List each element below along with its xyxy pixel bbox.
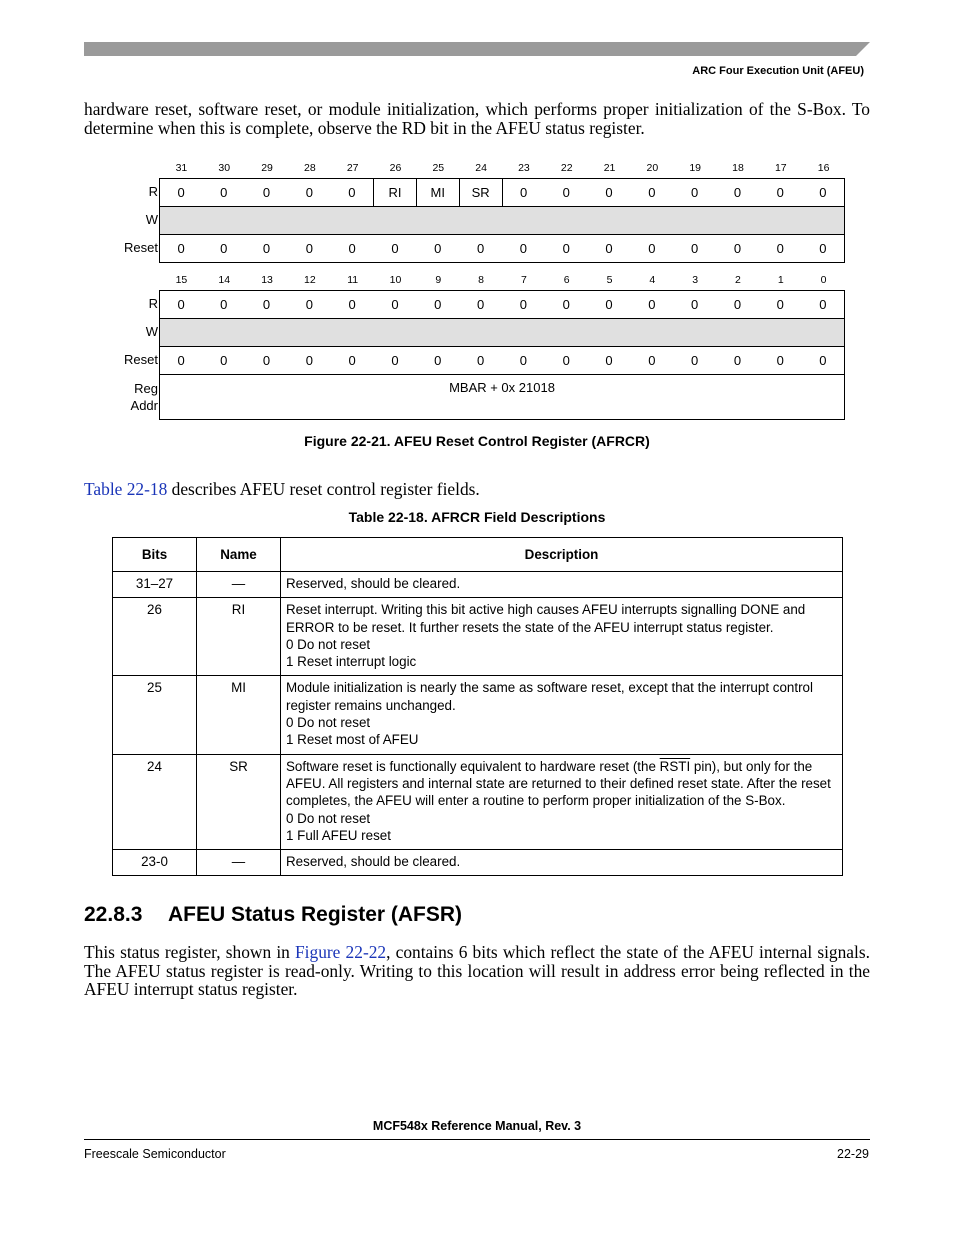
bit-number: 29 [261,162,273,174]
row-label-r: R [148,296,158,311]
register-bit-cell: 0 [374,235,417,263]
register-bit-cell: 0 [588,179,631,207]
register-bit-cell: 0 [630,179,673,207]
register-bit-cell: 0 [630,347,673,375]
table-header-row [113,538,843,572]
register-bit-cell: 0 [459,235,502,263]
register-bit-cell: 0 [331,179,374,207]
row-label-addr: Addr [130,398,158,413]
register-bit-cell: 0 [716,347,759,375]
register-bit-cell: 0 [588,291,631,319]
register-bit-cell: SR [459,179,502,207]
bit-number: 22 [560,162,573,174]
bit-number: 9 [435,274,442,286]
field-name: MI [197,676,281,754]
bit-number: 1 [777,274,784,286]
table-row [113,850,843,876]
bit-numbers-upper [160,162,845,176]
register-upper [159,178,845,263]
register-bit-cell: 0 [245,347,288,375]
field-bits: 31–27 [113,572,197,598]
register-address: MBAR + 0x 21018 [159,375,845,420]
bit-number: 25 [432,162,445,174]
row-label-w: W [145,212,158,227]
header-bits: Bits [113,538,197,572]
bit-number: 27 [346,162,359,174]
field-name: SR [197,754,281,849]
register-bit-cell: 0 [202,235,245,263]
field-name: RI [197,598,281,676]
section-paragraph [84,943,870,999]
register-bit-cell: 0 [759,235,802,263]
description-line: 1 Reset interrupt logic [286,654,417,670]
register-bit-cell: 0 [588,235,631,263]
register-bit-cell: 0 [245,235,288,263]
intro-paragraph: hardware reset, software reset, or module initialization, which performs proper initialization of the S-Box. To determine when this is complete, observe the RD bit in the AFEU status register. [84,99,870,138]
register-bit-cell: 0 [160,235,203,263]
register-bit-cell: 0 [245,179,288,207]
register-bit-cell: 0 [288,347,331,375]
register-bit-cell: 0 [630,291,673,319]
register-bit-cell: 0 [374,291,417,319]
register-bit-cell: 0 [630,235,673,263]
bit-number: 16 [817,162,830,174]
description-text: Software reset is functionally equivalent to hardware reset (the [286,758,660,774]
register-bit-cell: 0 [802,291,845,319]
register-bit-cell: 0 [416,235,459,263]
table-row [113,598,843,676]
register-bit-cell: 0 [802,235,845,263]
row-label-r: R [148,184,158,199]
row-label-reg: Reg [134,381,158,396]
table-caption: Table 22-18. AFRCR Field Descriptions [348,509,606,525]
field-description [281,850,843,876]
row-label-reset: Reset [124,352,158,367]
table-row [113,754,843,849]
field-bits: 24 [113,754,197,849]
register-bit-cell: 0 [202,347,245,375]
register-write-row [160,319,845,347]
register-bit-cell: 0 [331,291,374,319]
register-bit-cell: 0 [374,347,417,375]
bit-number: 23 [518,162,530,174]
register-bit-cell: 0 [202,179,245,207]
row-label-w: W [145,324,158,339]
section-heading [84,903,462,927]
register-bit-cell: 0 [288,235,331,263]
register-bit-cell: 0 [245,291,288,319]
register-bit-cell: 0 [160,347,203,375]
paragraph-text: This status register, shown in [84,942,295,962]
register-write-row [160,207,845,235]
bit-number: 30 [218,162,231,174]
bit-number: 2 [735,274,741,286]
register-bit-cell: 0 [545,179,588,207]
chapter-title: ARC Four Execution Unit (AFEU) [692,65,864,77]
bit-number: 31 [175,162,188,174]
register-bit-cell: 0 [802,347,845,375]
register-read-row [160,179,845,207]
register-bit-cell: 0 [502,179,545,207]
footer-company: Freescale Semiconductor [84,1147,226,1161]
header-description: Description [281,538,843,572]
register-bit-cell: 0 [759,179,802,207]
description-line: 1 Reset most of AFEU [286,732,419,748]
description-line: 0 Do not reset [286,715,371,731]
bit-number: 24 [475,162,487,174]
bit-number: 6 [563,274,570,286]
register-lower [159,290,845,375]
figure-link[interactable]: Figure 22-22 [295,942,387,962]
description-line: 1 Full AFEU reset [286,827,391,843]
register-bit-cell: 0 [502,235,545,263]
field-bits: 23-0 [113,850,197,876]
field-description [281,754,843,849]
register-bit-cell: 0 [459,347,502,375]
register-bit-cell: 0 [545,347,588,375]
description-line: 0 Do not reset [286,810,371,826]
bit-number: 7 [520,274,527,286]
table-row [113,676,843,754]
register-bit-cell: 0 [202,291,245,319]
description-line: Reserved, should be cleared. [286,854,461,870]
bit-number: 4 [649,274,656,286]
bit-number: 15 [175,274,188,286]
bit-number: 19 [689,162,701,174]
figure-caption: Figure 22-21. AFEU Reset Control Register (AFRCR) [304,433,650,449]
bit-number: 13 [261,274,273,286]
field-name: — [197,572,281,598]
bit-number: 11 [347,274,359,286]
footer-manual-title: MCF548x Reference Manual, Rev. 3 [372,1119,582,1133]
description-text: pin), but only for the AFEU. All registers and internal state are returned to their defined reset state. After the reset completes, the AFEU will enter a routine to perform proper initialization of the S-Box. [286,758,831,809]
field-description [281,598,843,676]
field-descriptions-table [112,537,843,876]
register-bit-cell: 0 [673,235,716,263]
register-bit-cell: 0 [716,291,759,319]
register-bit-cell: 0 [459,291,502,319]
register-bit-cell: 0 [716,179,759,207]
bit-number: 5 [606,274,613,286]
header-bar [84,42,870,56]
register-bit-cell: 0 [716,235,759,263]
paragraph-text: , contains 6 bits which reflect the state of the AFEU internal signals. The AFEU status register is read-only. Writing to this location will result in address error being reflected in the AFEU interrupt status register. [84,942,870,999]
register-bit-cell: 0 [288,291,331,319]
register-read-row [160,291,845,319]
row-label-reset: Reset [124,240,158,255]
register-bit-cell: 0 [160,179,203,207]
page-number: 22-29 [837,1147,869,1161]
register-bit-cell: 0 [502,347,545,375]
table-reference-text: describes AFEU reset control register fields. [167,479,480,499]
bit-number: 20 [646,162,659,174]
signal-name: RSTI [659,758,691,774]
description-line: Reserved, should be cleared. [286,576,461,591]
register-bit-cell: 0 [331,347,374,375]
register-bit-cell: 0 [416,291,459,319]
bit-number: 21 [603,162,616,174]
register-reset-row [160,347,845,375]
bit-number: 12 [304,274,316,286]
table-reference-sentence [84,480,480,499]
register-bit-cell: MI [416,179,459,207]
register-bit-cell: 0 [759,347,802,375]
footer-divider [84,1139,870,1140]
header-name: Name [197,538,281,572]
bit-number: 28 [304,162,316,174]
field-bits: 26 [113,598,197,676]
register-bit-cell: 0 [288,179,331,207]
field-name: — [197,850,281,876]
description-line: Module initialization is nearly the same as software reset, except that the interrupt control register remains unchanged. [286,680,813,713]
register-bit-cell: 0 [545,235,588,263]
field-bits: 25 [113,676,197,754]
bit-number: 18 [732,162,744,174]
register-reset-row [160,235,845,263]
register-bit-cell: 0 [673,347,716,375]
section-title: AFEU Status Register (AFSR) [168,903,463,926]
field-description [281,676,843,754]
register-bit-cell: 0 [545,291,588,319]
description-line [286,758,837,810]
register-bit-cell: 0 [802,179,845,207]
register-bit-cell: 0 [502,291,545,319]
description-line: Reset interrupt. Writing this bit active high causes AFEU interrupts signalling DONE and ERROR to be reset. It further resets the state of the AFEU interrupt status register. [286,602,806,635]
register-bit-cell: 0 [588,347,631,375]
register-bit-cell: 0 [416,347,459,375]
register-bit-cell: 0 [331,235,374,263]
field-description [281,572,843,598]
description-line: 0 Do not reset [286,636,371,652]
register-bit-cell: RI [374,179,417,207]
register-bit-cell: 0 [759,291,802,319]
bit-number: 3 [692,274,699,286]
bit-number: 10 [389,274,402,286]
register-bit-cell: 0 [673,291,716,319]
bit-number: 8 [478,274,485,286]
bit-number: 17 [774,162,787,174]
bit-numbers-lower [160,274,845,288]
bit-number: 0 [820,274,827,286]
bit-number: 26 [389,162,402,174]
register-bit-cell: 0 [160,291,203,319]
table-row [113,572,843,598]
section-number: 22.8.3 [84,903,143,926]
bit-number: 14 [218,274,231,286]
register-bit-cell: 0 [673,179,716,207]
table-link[interactable]: Table 22-18 [84,479,168,499]
